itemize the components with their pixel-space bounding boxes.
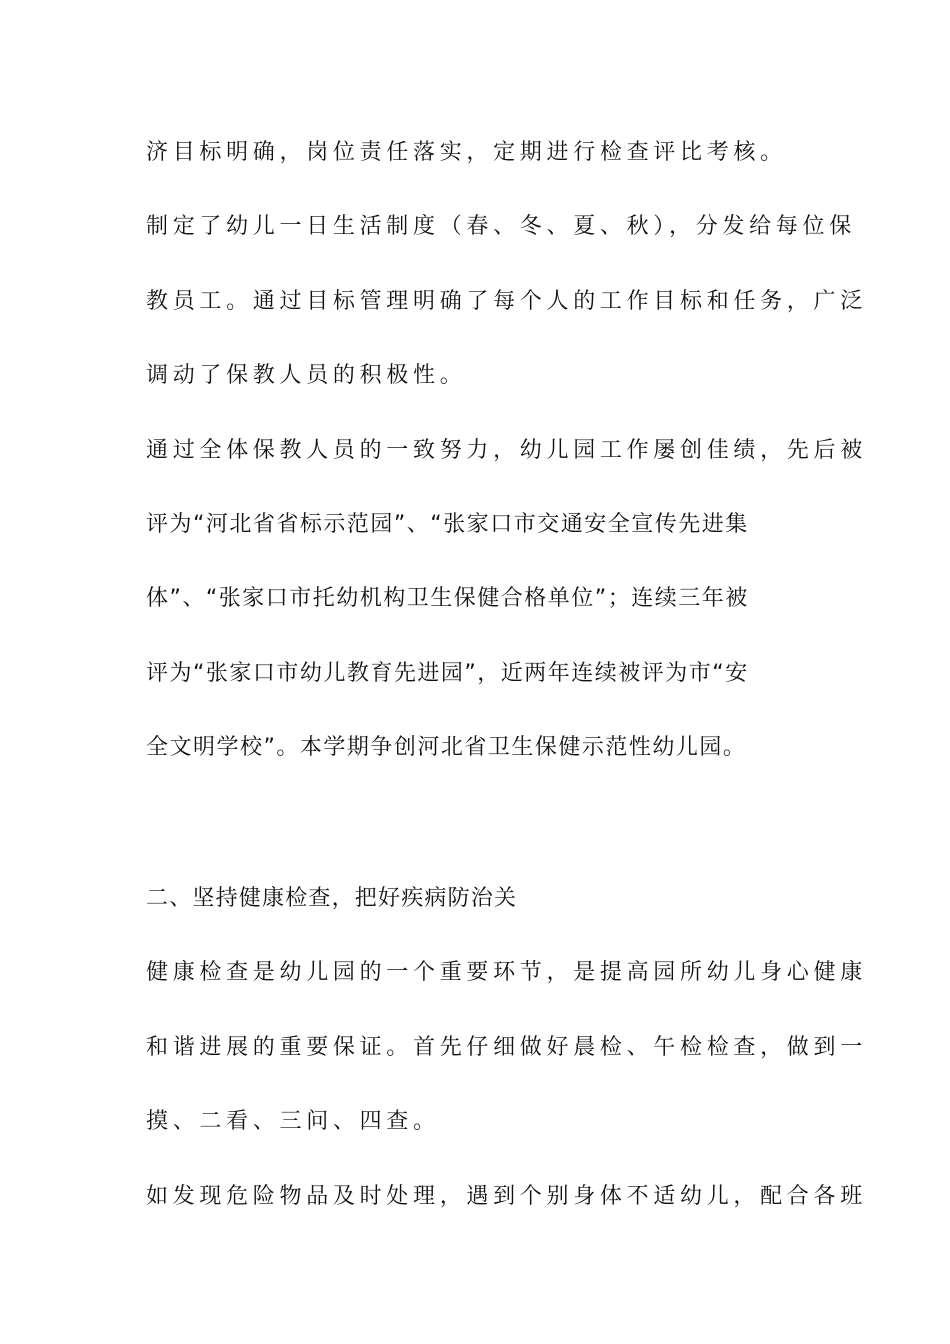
text-line: 调动了保教人员的积极性。 — [146, 363, 467, 388]
text-line: 体”、“张家口市托幼机构卫生保健合格单位”；连续三年被 — [146, 586, 749, 611]
text-line: 和谐进展的重要保证。首先仔细做好晨检、午检检查，做到一 — [146, 1035, 867, 1060]
text-line: 济目标明确，岗位责任落实，定期进行检查评比考核。 — [146, 140, 787, 165]
section-heading: 二、坚持健康检查，把好疾病防治关 — [146, 886, 518, 911]
text-line: 全文明学校”。本学期争创河北省卫生保健示范性幼儿园。 — [146, 735, 747, 760]
text-line: 评为“河北省省标示范园”、“张家口市交通安全宣传先进集 — [146, 512, 749, 537]
text-line: 健康检查是幼儿园的一个重要环节，是提高园所幼儿身心健康 — [146, 960, 867, 985]
text-line: 如发现危险物品及时处理，遇到个别身体不适幼儿，配合各班 — [146, 1184, 867, 1209]
text-line: 评为“张家口市幼儿教育先进园”，近两年连续被评为市“安 — [146, 661, 749, 686]
text-line: 教员工。通过目标管理明确了每个人的工作目标和任务，广泛 — [146, 289, 867, 314]
text-line: 摸、二看、三问、四查。 — [146, 1109, 440, 1134]
text-line: 通过全体保教人员的一致努力，幼儿园工作屡创佳绩，先后被 — [146, 438, 867, 463]
text-line: 制定了幼儿一日生活制度（春、冬、夏、秋），分发给每位保 — [146, 214, 856, 239]
